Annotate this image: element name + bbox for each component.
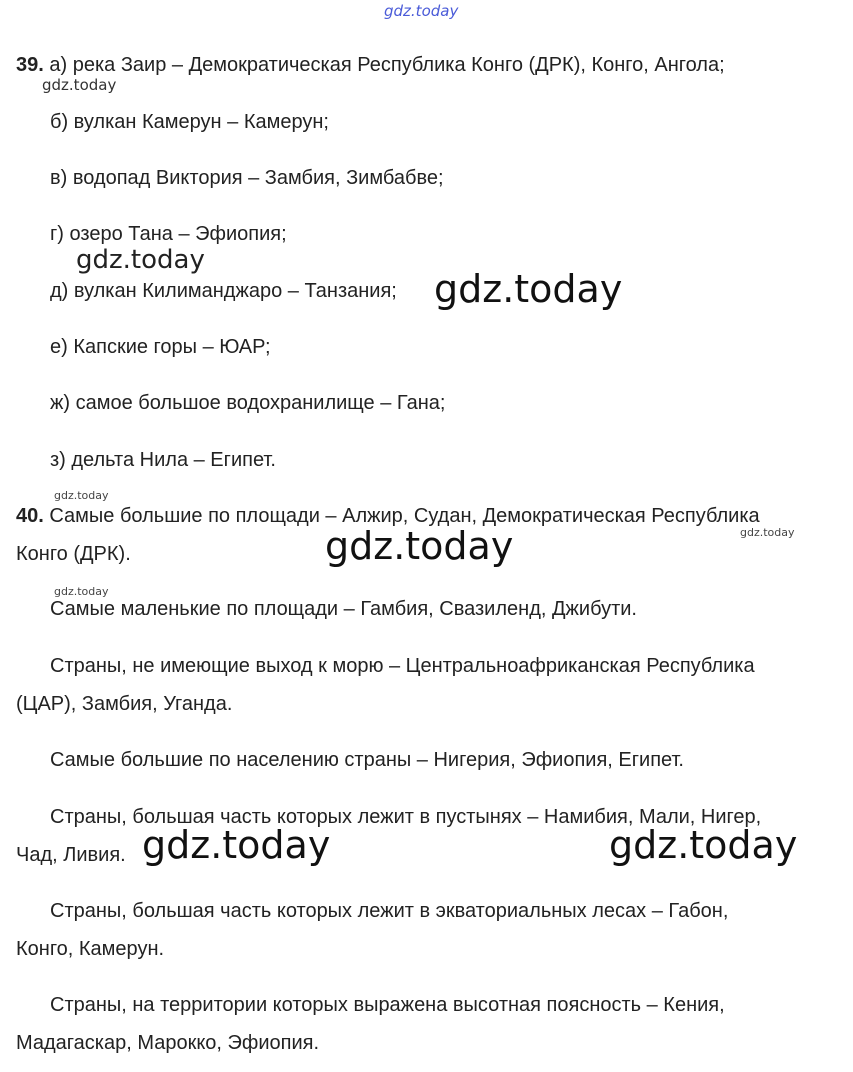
- watermark: gdz.today: [434, 267, 623, 311]
- q39-item-b: б) вулкан Камерун – Камерун;: [50, 111, 329, 133]
- q39-number: 39.: [16, 54, 44, 76]
- q39-item-a: а) река Заир – Демократическая Республика Конго (ДРК), Конго, Ангола;: [49, 54, 725, 76]
- q40-p7-line2: Мадагаскар, Марокко, Эфиопия.: [16, 1032, 320, 1054]
- q40-p1-line2: Конго (ДРК).: [16, 543, 131, 565]
- watermark: gdz.today: [325, 524, 514, 568]
- q40-p4: Самые большие по населению страны – Нигерия, Эфиопия, Египет.: [50, 749, 684, 771]
- q40-p1-text: Самые большие по площади – Алжир, Судан, Демократическая Республика: [49, 505, 760, 527]
- q40-p6-line2: Конго, Камерун.: [16, 938, 165, 960]
- watermark: gdz.today: [142, 823, 331, 867]
- q39-item-zh: ж) самое большое водохранилище – Гана;: [50, 392, 446, 414]
- watermark: gdz.today: [76, 245, 205, 275]
- watermark-top: gdz.today: [384, 2, 459, 20]
- q40-p1-line1: [16, 504, 760, 528]
- q39-line-a: [16, 53, 725, 77]
- q39-item-g: г) озеро Тана – Эфиопия;: [50, 223, 287, 245]
- q39-item-d: д) вулкан Килиманджаро – Танзания;: [50, 280, 397, 302]
- q40-p5-line2: Чад, Ливия.: [16, 844, 126, 866]
- q40-number: 40.: [16, 505, 44, 527]
- q39-item-v: в) водопад Виктория – Замбия, Зимбабве;: [50, 167, 444, 189]
- watermark: gdz.today: [54, 489, 109, 502]
- watermark: gdz.today: [609, 823, 798, 867]
- q39-item-z: з) дельта Нила – Египет.: [50, 449, 276, 471]
- q40-p5-line1: Страны, большая часть которых лежит в пустынях – Намибия, Мали, Нигер,: [50, 806, 762, 828]
- q40-p3-line2: (ЦАР), Замбия, Уганда.: [16, 693, 233, 715]
- q40-p3-line1: Страны, не имеющие выход к морю – Центральноафриканская Республика: [50, 655, 755, 677]
- q40-p6-line1: Страны, большая часть которых лежит в экваториальных лесах – Габон,: [50, 900, 729, 922]
- watermark: gdz.today: [54, 585, 109, 598]
- watermark: gdz.today: [42, 76, 117, 94]
- q39-item-e: е) Капские горы – ЮАР;: [50, 336, 271, 358]
- watermark: gdz.today: [740, 526, 795, 539]
- q40-p2: Самые маленькие по площади – Гамбия, Свазиленд, Джибути.: [50, 598, 637, 620]
- q40-p7-line1: Страны, на территории которых выражена высотная поясность – Кения,: [50, 994, 725, 1016]
